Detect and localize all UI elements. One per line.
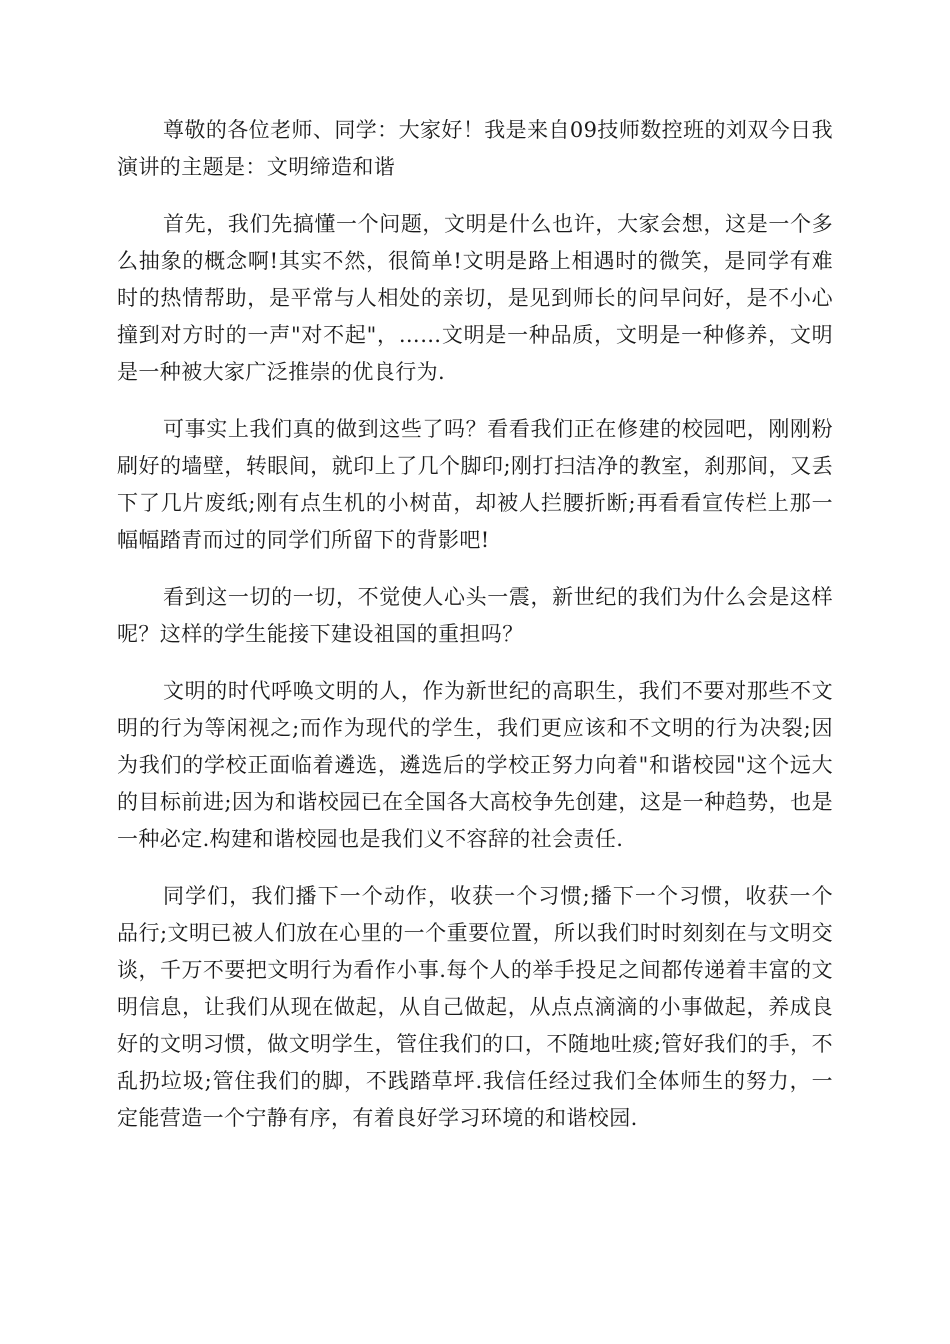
paragraph-era-call: 文明的时代呼唤文明的人，作为新世纪的高职生，我们不要对那些不文明的行为等闲视之;而作为现代的学生，我们更应该和不文明的行为决裂;因为我们的学校正面临着遴选，遴选后的学校正努力向着"和谐校园"这个远大的目标前进;因为和谐校园已在全国各大高校争先创建，这是一种趋势，也是一种必定.构建和谐校园也是我们义不容辞的社会责任. [117,679,833,851]
paragraph-greeting: 尊敬的各位老师、同学：大家好！我是来自09技师数控班的刘双今日我演讲的主题是：文明缔造和谐 [117,118,833,179]
paragraph-conclusion: 同学们，我们播下一个动作，收获一个习惯;播下一个习惯，收获一个品行;文明已被人们放在心里的一个重要位置，所以我们时时刻刻在与文明交谈，千万不要把文明行为看作小事.每个人的举手投足之间都传递着丰富的文明信息，让我们从现在做起，从自己做起，从点点滴滴的小事做起，养成良好的文明习惯，做文明学生，管住我们的口，不随地吐痰;管好我们的手，不乱扔垃圾;管住我们的脚，不践踏草坪.我信任经过我们全体师生的努力，一定能营造一个宁静有序，有着良好学习环境的和谐校园. [117,884,833,1130]
paragraph-what-is-civility: 首先，我们先搞懂一个问题，文明是什么也许，大家会想，这是一个多么抽象的概念啊!其实不然，很简单!文明是路上相遇时的微笑，是同学有难时的热情帮助，是平常与人相处的亲切，是见到师长的问早问好，是不小心撞到对方时的一声"对不起"，……文明是一种品质，文明是一种修养，文明是一种被大家广泛推崇的优良行为. [117,212,833,384]
paragraph-reality: 可事实上我们真的做到这些了吗？看看我们正在修建的校园吧，刚刚粉刷好的墙壁，转眼间，就印上了几个脚印;刚打扫洁净的教室，刹那间，又丢下了几片废纸;刚有点生机的小树苗，却被人拦腰折断;再看看宣传栏上那一幅幅踏青而过的同学们所留下的背影吧! [117,417,833,552]
paragraph-reflection: 看到这一切的一切，不觉使人心头一震，新世纪的我们为什么会是这样呢？这样的学生能接下建设祖国的重担吗？ [117,585,833,646]
document-body [117,112,833,1157]
